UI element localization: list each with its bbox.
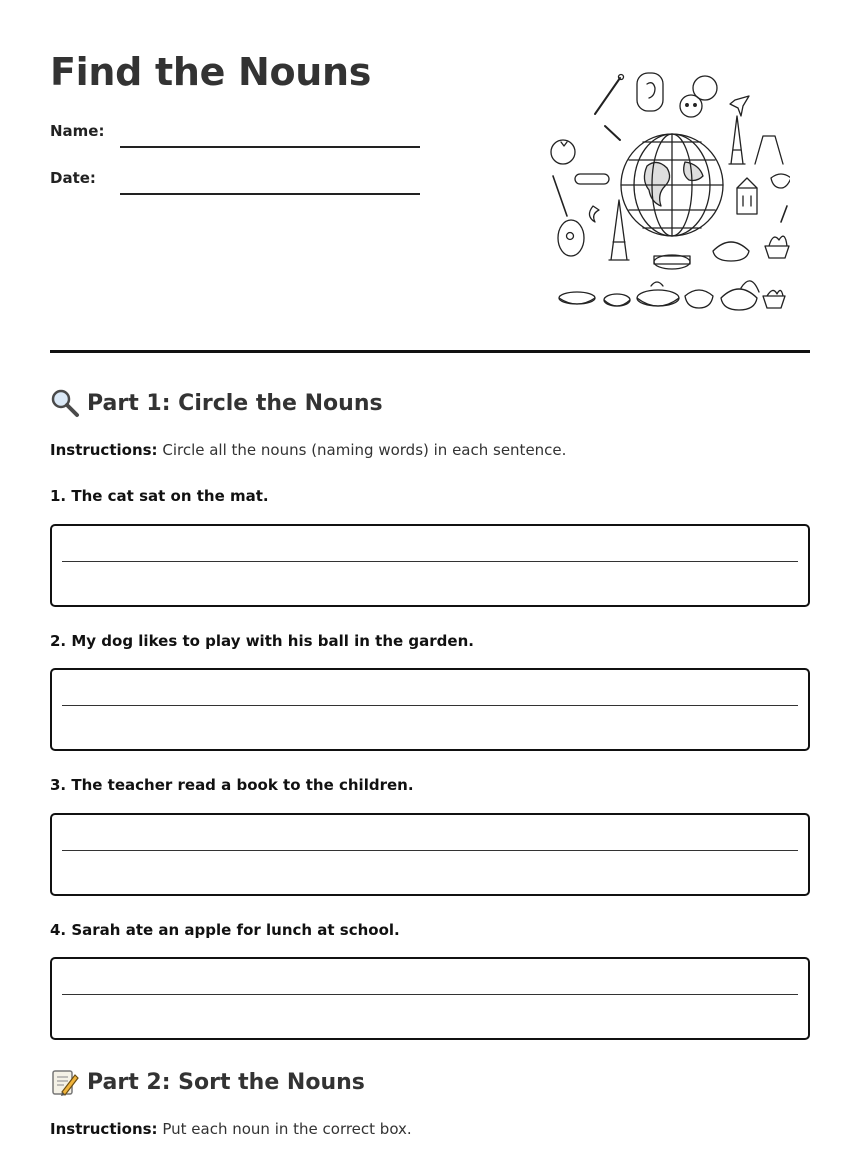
part2-instructions-label: Instructions: [50, 1120, 158, 1138]
part1-instructions [50, 441, 566, 459]
name-write-line[interactable] [120, 146, 420, 148]
question-3: 3. The teacher read a book to the children. [50, 776, 414, 794]
answer-write-line [62, 994, 798, 995]
date-write-line[interactable] [120, 193, 420, 195]
answer-box-2[interactable] [50, 668, 810, 751]
answer-box-4[interactable] [50, 957, 810, 1040]
part1-instructions-label: Instructions: [50, 441, 158, 459]
part1-instructions-text: Circle all the nouns (naming words) in each sentence. [162, 441, 567, 459]
part2-instructions-text: Put each noun in the correct box. [162, 1120, 412, 1138]
globe-drawing [621, 134, 723, 236]
worksheet-header [50, 0, 810, 352]
question-1: 1. The cat sat on the mat. [50, 487, 269, 505]
part2-instructions [50, 1120, 412, 1138]
part1-title: Part 1: Circle the Nouns [87, 390, 383, 416]
name-field[interactable] [50, 122, 420, 152]
memo-pencil-icon [50, 1067, 80, 1097]
part1-heading [50, 388, 383, 418]
part2-title: Part 2: Sort the Nouns [87, 1069, 365, 1095]
question-4: 4. Sarah ate an apple for lunch at school. [50, 921, 400, 939]
answer-write-line [62, 561, 798, 562]
date-label: Date: [50, 169, 96, 187]
answer-box-1[interactable] [50, 524, 810, 607]
name-label: Name: [50, 122, 105, 140]
date-field[interactable] [50, 169, 420, 199]
answer-box-3[interactable] [50, 813, 810, 896]
question-2: 2. My dog likes to play with his ball in the garden. [50, 632, 474, 650]
answer-write-line [62, 705, 798, 706]
header-divider [50, 350, 810, 353]
answer-write-line [62, 850, 798, 851]
part2-heading [50, 1067, 365, 1097]
noun-objects-illustration [545, 66, 790, 316]
magnifying-glass-icon [50, 388, 80, 418]
page-title: Find the Nouns [50, 50, 372, 94]
